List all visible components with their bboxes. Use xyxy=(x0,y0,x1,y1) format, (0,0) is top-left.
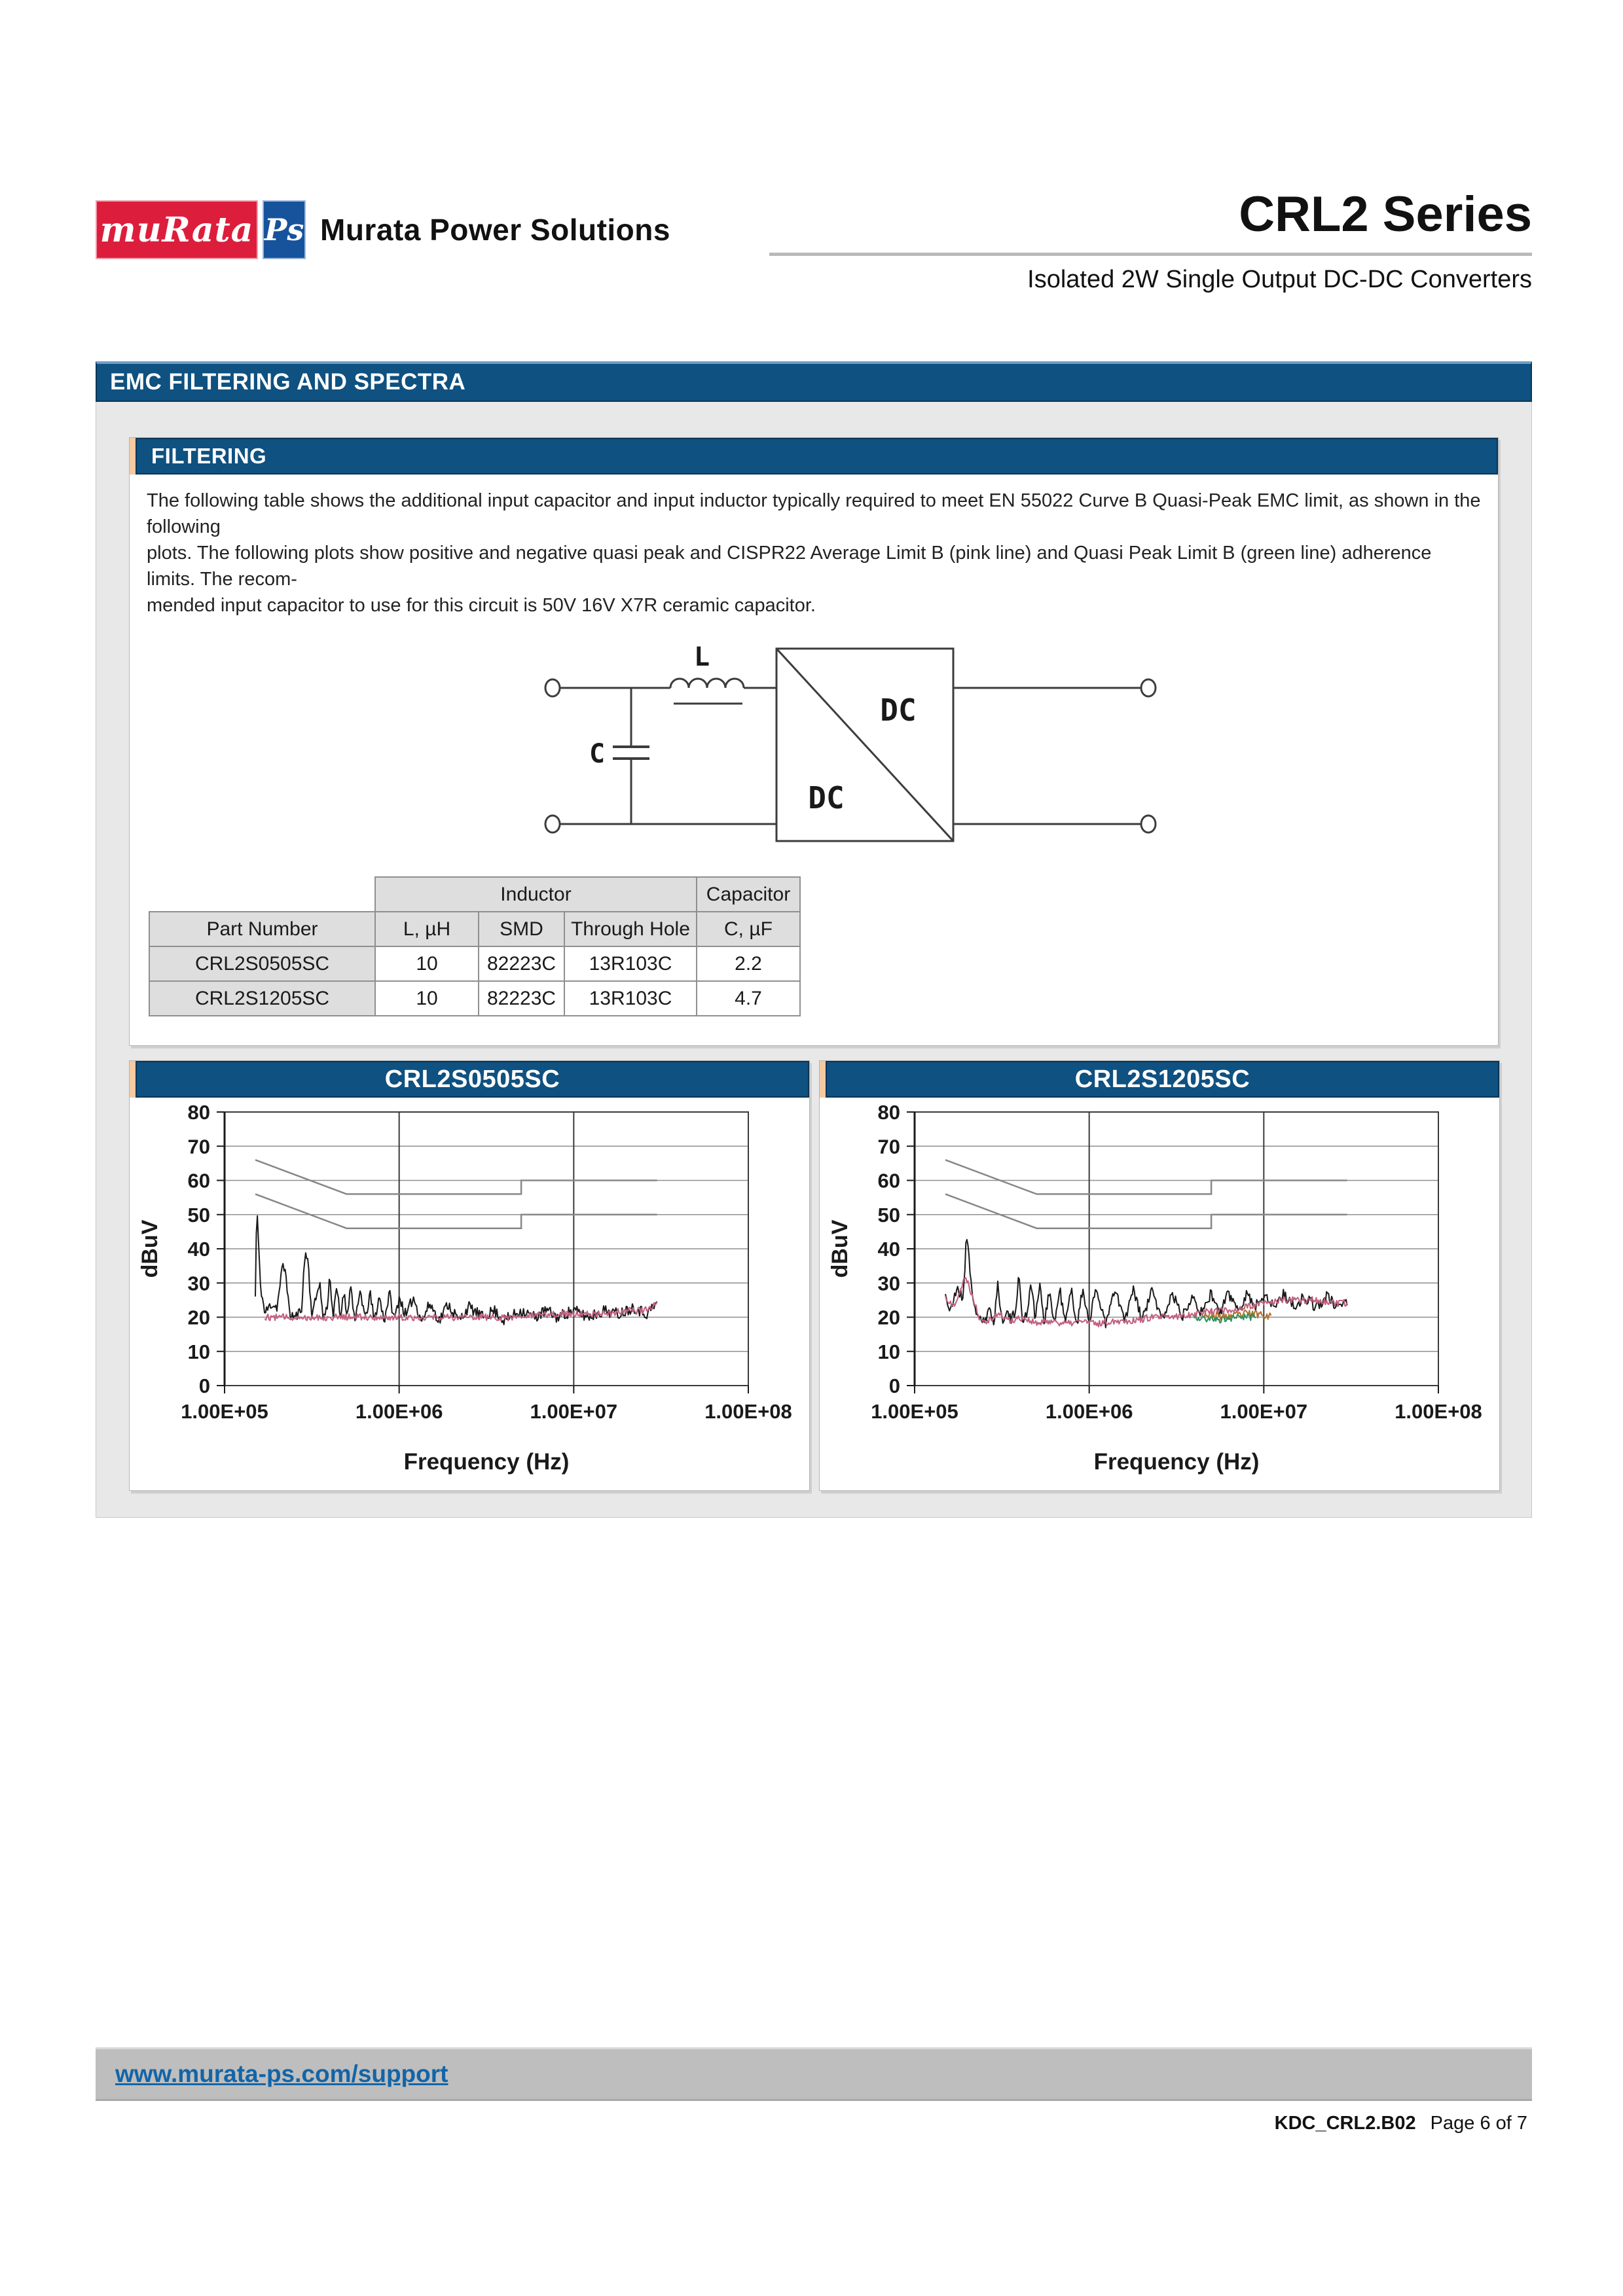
x-tick-label: 1.00E+05 xyxy=(871,1400,958,1423)
y-tick-label: 80 xyxy=(187,1101,210,1124)
limit-line xyxy=(255,1160,657,1194)
limit-line xyxy=(945,1160,1347,1194)
y-tick-label: 70 xyxy=(187,1135,210,1158)
x-tick-label: 1.00E+07 xyxy=(530,1400,618,1423)
chart-body xyxy=(130,1098,809,1490)
paragraph-line: mended input capacitor to use for this circuit is 50V 16V X7R ceramic capacitor. xyxy=(147,595,816,616)
value-cell: 82223C xyxy=(479,981,564,1016)
limit-line xyxy=(945,1194,1347,1228)
y-tick-label: 70 xyxy=(877,1135,900,1158)
y-tick-label: 0 xyxy=(198,1374,210,1397)
x-tick-label: 1.00E+07 xyxy=(1220,1400,1308,1423)
y-tick-label: 30 xyxy=(877,1272,900,1295)
output-terminal-negative xyxy=(1141,816,1156,833)
y-tick-label: 80 xyxy=(877,1101,900,1124)
chart-header-bar xyxy=(136,1061,809,1098)
chart-panel-crl2s0505sc xyxy=(129,1060,810,1491)
chart-body xyxy=(820,1098,1499,1490)
table-ghost-cell xyxy=(149,877,375,912)
input-terminal-positive xyxy=(545,679,560,696)
value-cell: 13R103C xyxy=(564,981,697,1016)
page-number: Page 6 of 7 xyxy=(1430,2113,1527,2134)
y-tick-label: 60 xyxy=(187,1169,210,1193)
document-id: KDC_CRL2.B02 xyxy=(1274,2113,1416,2134)
x-tick-label: 1.00E+08 xyxy=(704,1400,792,1423)
column-header: Part Number xyxy=(149,912,375,946)
table-group-header-row xyxy=(149,877,800,912)
filtering-panel xyxy=(129,437,1499,1046)
x-tick-label: 1.00E+05 xyxy=(181,1400,268,1423)
emc-spectrum-chart xyxy=(820,1098,1499,1490)
column-header: L, µH xyxy=(375,912,479,946)
value-cell: 4.7 xyxy=(697,981,800,1016)
emc-section xyxy=(96,361,1532,1518)
measurement-trace xyxy=(255,1216,657,1325)
capacitor-label: C xyxy=(589,739,606,769)
circuit-svg xyxy=(539,637,1161,853)
value-cell: 10 xyxy=(375,981,479,1016)
x-axis-title: Frequency (Hz) xyxy=(1093,1449,1260,1475)
chart-title: CRL2S1205SC xyxy=(1074,1065,1250,1093)
y-tick-label: 10 xyxy=(877,1340,900,1363)
y-tick-label: 30 xyxy=(187,1272,210,1295)
filtering-paragraph xyxy=(147,488,1481,619)
measurement-trace xyxy=(945,1278,1347,1327)
spectra-charts-row xyxy=(129,1060,1499,1491)
page-title: CRL2 Series xyxy=(1239,187,1532,242)
group-header-inductor: Inductor xyxy=(375,877,697,912)
y-tick-label: 20 xyxy=(187,1306,210,1329)
murata-logo xyxy=(96,200,670,259)
x-axis-title: Frequency (Hz) xyxy=(403,1449,570,1475)
table-header-row xyxy=(149,912,800,946)
filter-circuit-diagram xyxy=(539,637,1161,853)
table-row xyxy=(149,981,800,1016)
brand-name: Murata Power Solutions xyxy=(320,213,670,247)
value-cell: 2.2 xyxy=(697,946,800,981)
footer-bar xyxy=(96,2047,1532,2101)
chart-panel-crl2s1205sc xyxy=(819,1060,1500,1491)
murata-logo-ps-text: Ps xyxy=(264,212,304,247)
dc-output-label: DC xyxy=(880,692,917,728)
chart-title: CRL2S0505SC xyxy=(384,1065,560,1093)
filter-components-table xyxy=(149,876,801,1016)
filtering-title: FILTERING xyxy=(151,444,267,468)
column-header: SMD xyxy=(479,912,564,946)
y-tick-label: 50 xyxy=(187,1203,210,1227)
panel-accent-strip xyxy=(130,1061,136,1098)
chart-header-bar xyxy=(826,1061,1499,1098)
emc-section-header xyxy=(96,361,1532,402)
limit-line xyxy=(255,1194,657,1228)
y-tick-label: 60 xyxy=(877,1169,900,1193)
output-terminal-positive xyxy=(1141,679,1156,696)
part-number-cell: CRL2S1205SC xyxy=(149,981,375,1016)
y-tick-label: 40 xyxy=(877,1238,900,1261)
filtering-body xyxy=(130,475,1498,1045)
table-row xyxy=(149,946,800,981)
column-header: C, µF xyxy=(697,912,800,946)
filtering-header-bar xyxy=(136,438,1498,475)
dc-input-label: DC xyxy=(808,780,845,816)
value-cell: 10 xyxy=(375,946,479,981)
group-header-capacitor: Capacitor xyxy=(697,877,800,912)
panel-accent-strip xyxy=(820,1061,826,1098)
x-tick-label: 1.00E+08 xyxy=(1395,1400,1482,1423)
page-info xyxy=(1275,2113,1527,2134)
murata-logo-ps-box xyxy=(263,200,306,259)
page-subtitle: Isolated 2W Single Output DC-DC Converters xyxy=(1027,266,1532,293)
inductor-icon xyxy=(670,679,744,688)
murata-logo-red-box xyxy=(96,200,258,259)
column-header: Through Hole xyxy=(564,912,697,946)
header-divider xyxy=(769,253,1532,256)
chart-header xyxy=(820,1061,1499,1098)
inductor-label: L xyxy=(693,642,710,672)
y-tick-label: 20 xyxy=(877,1306,900,1329)
x-tick-label: 1.00E+06 xyxy=(1045,1400,1133,1423)
murata-logo-text: muRata xyxy=(100,209,254,250)
filtering-panel-header xyxy=(130,438,1498,475)
value-cell: 82223C xyxy=(479,946,564,981)
y-tick-label: 50 xyxy=(877,1203,900,1227)
y-tick-label: 0 xyxy=(888,1374,900,1397)
emc-section-body xyxy=(96,402,1532,1518)
y-tick-label: 10 xyxy=(187,1340,210,1363)
support-link[interactable]: www.murata-ps.com/support xyxy=(115,2060,448,2087)
panel-accent-strip xyxy=(130,438,136,475)
paragraph-line: The following table shows the additional input capacitor and input inductor typically required to meet EN 55022 Curve B Quasi-Peak EMC limit, as shown in the following xyxy=(147,490,1481,537)
page-header xyxy=(96,187,1532,306)
emc-section-title: EMC FILTERING AND SPECTRA xyxy=(110,369,466,395)
input-terminal-negative xyxy=(545,816,560,833)
emc-spectrum-chart xyxy=(130,1098,809,1490)
x-tick-label: 1.00E+06 xyxy=(355,1400,443,1423)
y-tick-label: 40 xyxy=(187,1238,210,1261)
capacitor-icon xyxy=(613,747,649,759)
paragraph-line: plots. The following plots show positive and negative quasi peak and CISPR22 Average Limit B (pink line) and Quasi Peak Limit B (green line) adherence limits. The recom- xyxy=(147,543,1432,590)
value-cell: 13R103C xyxy=(564,946,697,981)
y-axis-title: dBuV xyxy=(828,1219,852,1278)
y-axis-title: dBuV xyxy=(137,1219,162,1278)
part-number-cell: CRL2S0505SC xyxy=(149,946,375,981)
chart-header xyxy=(130,1061,809,1098)
